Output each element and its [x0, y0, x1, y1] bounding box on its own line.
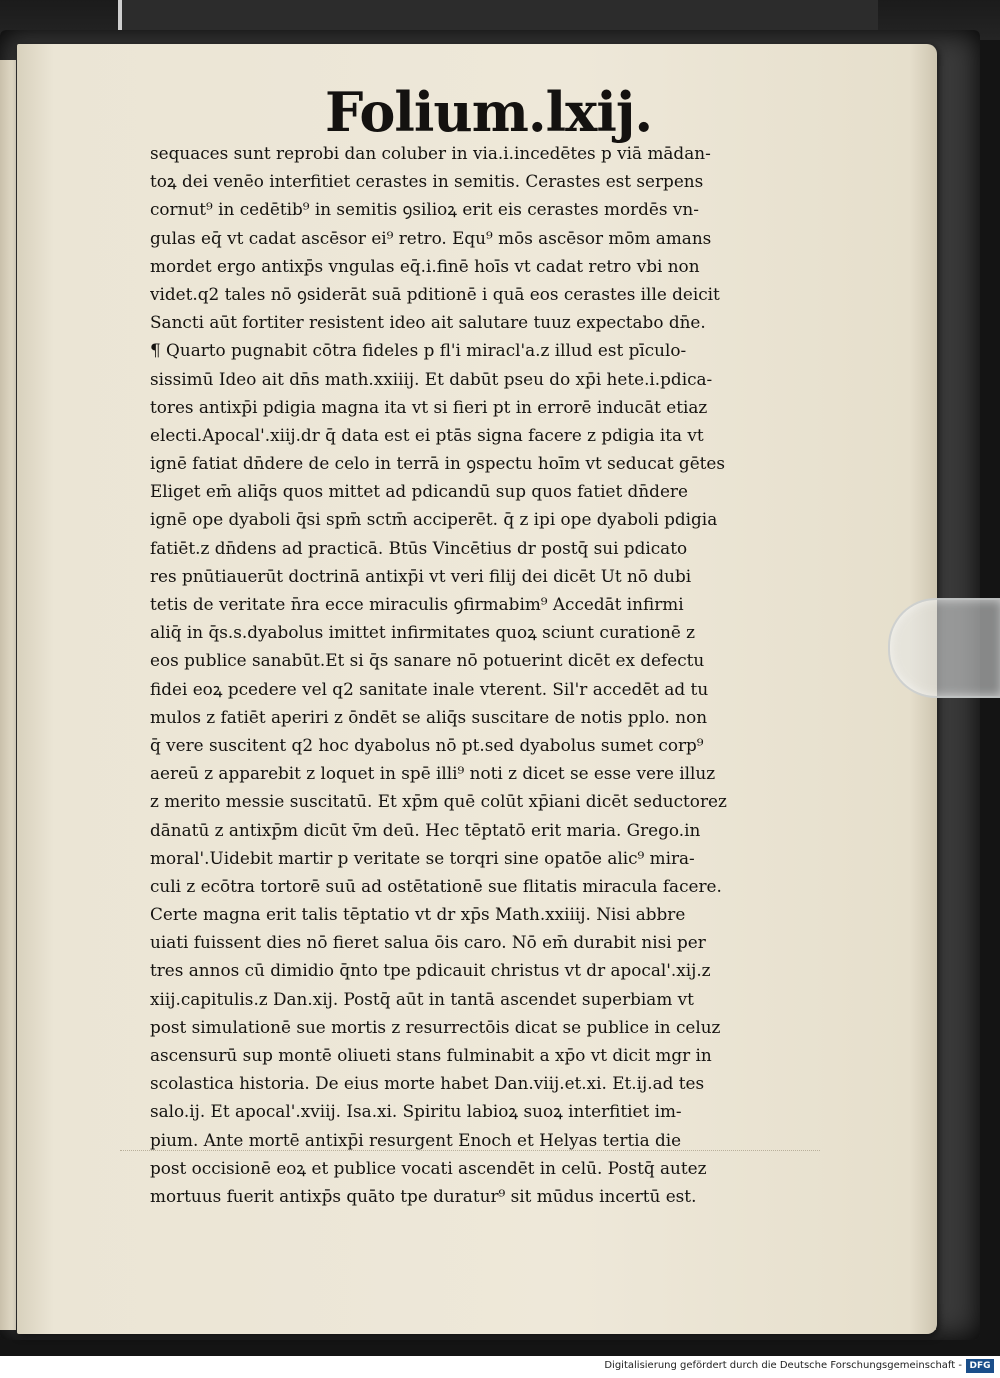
text-line: aliq̄ in q̄s.s.dyabolus imittet infirmitates quoꝝ sciunt curationē z — [150, 623, 696, 643]
text-line: Eliget em̄ aliq̄s quos mittet ad pdicandū sup quos fatiet dn̄dere — [150, 482, 688, 502]
text-line: ascensurū sup montē oliueti stans fulminabit a xp̄o vt dicit mgr in — [150, 1046, 712, 1065]
text-line: eos publice sanabūt.Et si q̄s sanare nō potuerint dicēt ex defectu — [150, 651, 705, 671]
text-line: sequaces sunt reprobi dan coluber in via.i.incedētes p viā mādan- — [150, 144, 711, 163]
text-line: ignē fatiat dn̄dere de celo in terrā in ꝯspectu hoīm vt seducat gētes — [150, 454, 726, 474]
body-text — [150, 140, 844, 1211]
text-line: scolastica historia. De eius morte habet Dan.viij.et.xi. Et.ij.ad tes — [150, 1074, 705, 1094]
text-line: fatiēt.z dn̄dens ad practicā. Btūs Vincētius dr postq̄ sui pdicato — [150, 538, 688, 558]
text-line: aereū z apparebit z loquet in spē illi⁹ noti z dicet se esse vere illuz — [150, 764, 716, 784]
left-page-edge — [0, 60, 16, 1330]
text-line: z merito messie suscitatū. Et xp̄m quē colūt xp̄iani dicēt seductorez — [150, 792, 727, 812]
text-line: Certe magna erit talis tēptatio vt dr xp̄s Math.xxiiij. Nisi abbre — [150, 905, 686, 925]
text-line: moral'.Uidebit martir p veritate se torqri sine opatōe alic⁹ mira- — [150, 848, 695, 868]
scanner-edge — [118, 0, 122, 34]
text-line: res pnūtiauerūt doctrinā antixp̄i vt veri filij dei dicēt Ut nō dubi — [150, 566, 692, 586]
text-line: fidei eoꝝ pcedere vel q2 sanitate inale vterent. Sil'r accedēt ad tu — [150, 679, 709, 699]
page-dotted-rule — [120, 1150, 820, 1171]
footer-bar — [0, 1356, 1000, 1378]
text-line: mordet ergo antixp̄s vngulas eq̄.i.finē hoīs vt cadat retro vbi non — [150, 256, 700, 276]
page-holder-clip — [888, 598, 1000, 698]
text-line: ¶ Quarto pugnabit cōtra fideles p fl'i miracl'a.z illud est pīculo- — [150, 341, 687, 361]
text-line: post occisionē eoꝝ et publice vocati ascendēt in celū. Postq̄ autez — [150, 1158, 707, 1178]
text-line: xiij.capitulis.z Dan.xij. Postq̄ aūt in tantā ascendet superbiam vt — [150, 989, 694, 1009]
dfg-logo: DFG — [966, 1359, 994, 1373]
text-line: mulos z fatiēt aperiri z ōndēt se aliq̄s suscitare de notis pplo. non — [150, 707, 708, 727]
text-line: pium. Ante mortē antixp̄i resurgent Enoch et Helyas tertia die — [150, 1130, 682, 1150]
text-line: tetis de veritate n̄ra ecce miraculis ꝯfirmabim⁹ Accedāt infirmi — [150, 595, 684, 614]
folio-heading: Folium.lxij. — [325, 80, 653, 144]
text-line: toꝝ dei venēo interfitiet cerastes in semitis. Cerastes est serpens — [150, 172, 704, 192]
text-line: uiati fuissent dies nō fieret salua ōis caro. Nō em̄ durabit nisi per — [150, 933, 706, 953]
text-line: q̄ vere suscitent q2 hoc dyabolus nō pt.sed dyabolus sumet corp⁹ — [150, 735, 704, 755]
text-line: cornut⁹ in cedētib⁹ in semitis ꝯsilioꝝ erit eis cerastes mordēs vn- — [150, 200, 699, 220]
text-line: videt.q2 tales nō ꝯsiderāt suā pditionē i quā eos cerastes ille deicit — [150, 284, 720, 304]
text-line: salo.ij. Et apocal'.xviij. Isa.xi. Spiritu labioꝝ suoꝝ interfitiet im- — [150, 1102, 682, 1122]
text-line: mortuus fuerit antixp̄s quāto tpe duratur⁹ sit mūdus incertū est. — [150, 1186, 697, 1206]
text-line: ignē ope dyaboli q̄si spm̄ sctm̄ acciperēt. q̄ z ipi ope dyaboli pdigia — [150, 510, 718, 530]
text-line: sissimū Ideo ait dn̄s math.xxiiij. Et dabūt pseu do xp̄i hete.i.pdica- — [150, 369, 713, 389]
text-line: dānatū z antixp̄m dicūt v̄m deū. Hec tēptatō erit maria. Grego.in — [150, 820, 701, 840]
text-line: tores antixp̄i pdigia magna ita vt si fieri pt in errorē inducāt etiaz — [150, 397, 708, 417]
text-line: tres annos cū dimidio q̄nto tpe pdicauit christus vt dr apocal'.xij.z — [150, 961, 711, 981]
text-line: Sancti aūt fortiter resistent ideo ait salutare tuuz expectabo dn̄e. — [150, 313, 706, 333]
text-line: post simulationē sue mortis z resurrectōis dicat se publice in celuz — [150, 1017, 721, 1037]
text-line: culi z ecōtra tortorē suū ad ostētationē sue flitatis miracula facere. — [150, 876, 722, 896]
footer-credit: Digitalisierung gefördert durch die Deutsche Forschungsgemeinschaft - — [604, 1360, 962, 1371]
text-line: electi.Apocal'.xiij.dr q̄ data est ei ptās signa facere z pdigia ita vt — [150, 425, 704, 445]
text-line: gulas eq̄ vt cadat ascēsor ei⁹ retro. Equ⁹ mōs ascēsor mōm amans — [150, 228, 712, 248]
